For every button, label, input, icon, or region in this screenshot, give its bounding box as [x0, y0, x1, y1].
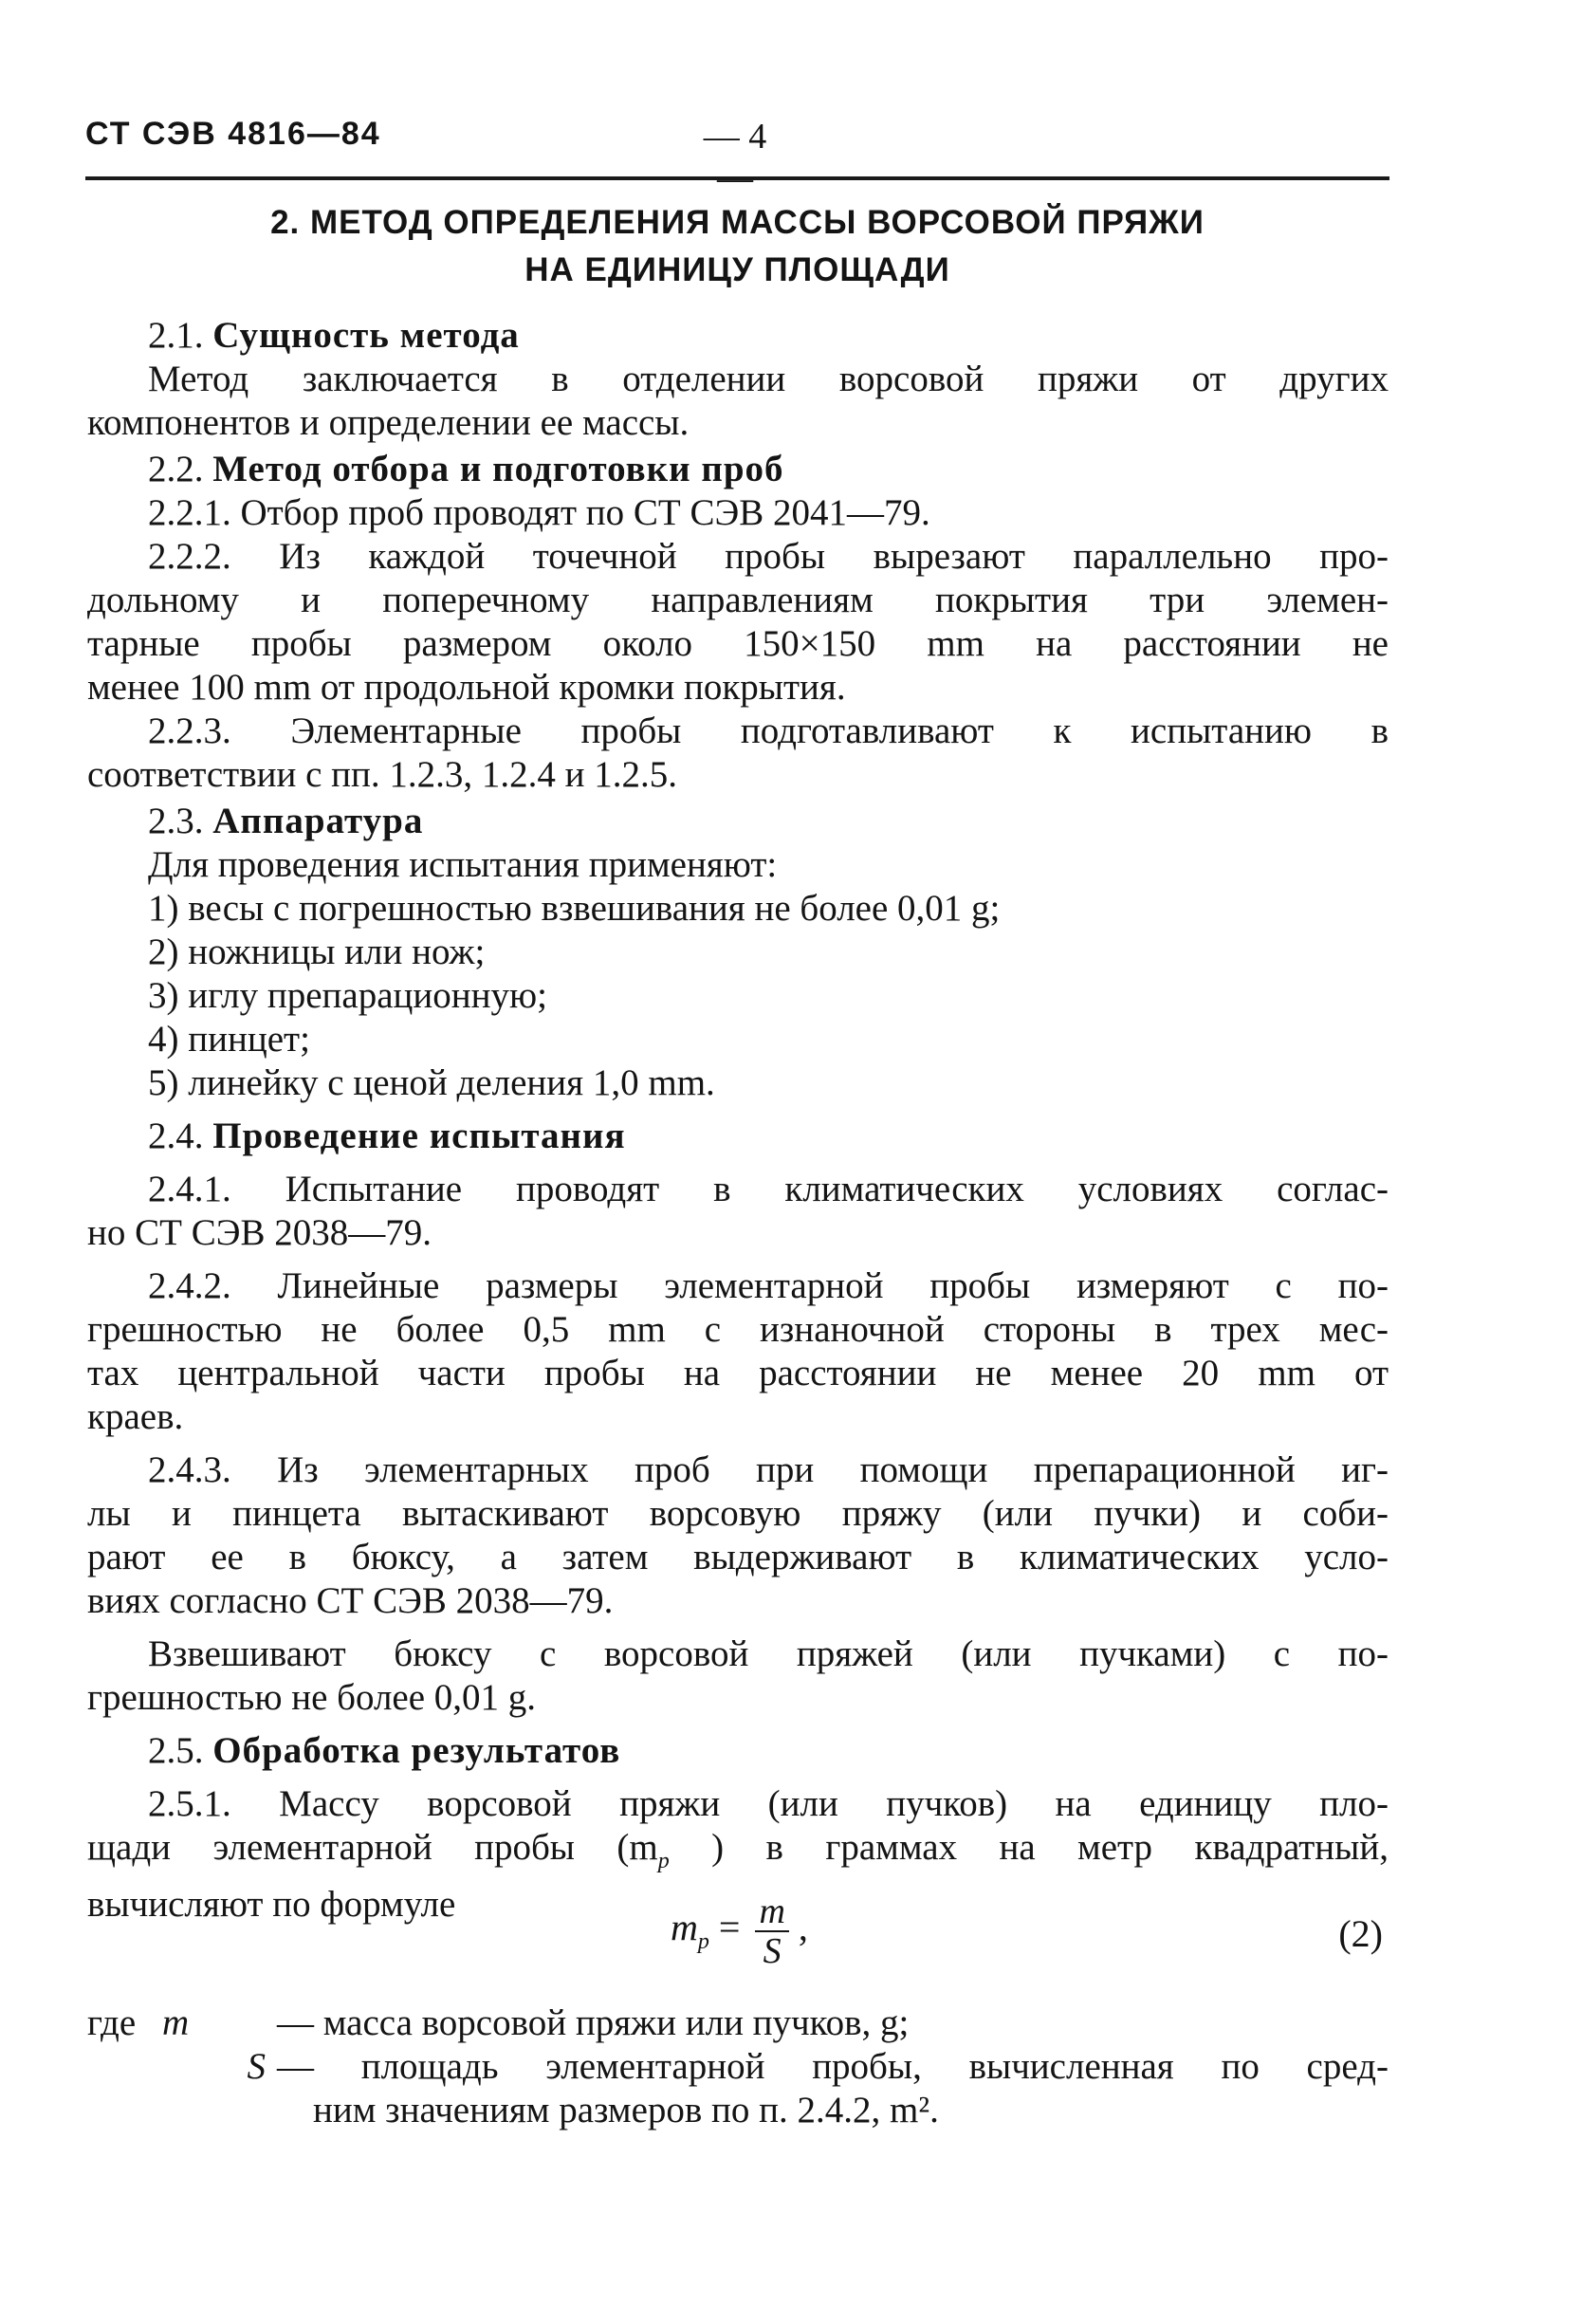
definition-line: ним значениям размеров по п. 2.4.2, m².	[313, 2090, 939, 2130]
document-body	[87, 311, 1389, 1927]
equation-number: (2)	[1338, 1912, 1383, 1955]
paragraph-line: 2.2.2. Из каждой точечной пробы вырезают параллельно про-	[148, 536, 1389, 577]
heading-2-1	[87, 314, 1389, 358]
paragraph-line: Взвешивают бюксу с ворсовой пряжей (или пучками) с по-	[148, 1633, 1389, 1674]
heading-2-3	[87, 800, 1389, 843]
heading-number: 2.4.	[148, 1116, 204, 1156]
heading-text: Обработка результатов	[212, 1730, 621, 1771]
section-title-line-2: НА ЕДИНИЦУ ПЛОЩАДИ	[524, 251, 950, 288]
formula-lhs: m	[671, 1906, 698, 1949]
heading-text: Аппаратура	[212, 801, 424, 841]
inline-subscript: p	[657, 1848, 670, 1873]
formula-lhs-subscript: p	[697, 1929, 709, 1955]
heading-number: 2.3.	[148, 801, 204, 841]
paragraph-line: краев.	[87, 1396, 184, 1437]
inline-text: ) в граммах на метр квадратный,	[711, 1827, 1389, 1868]
heading-2-4	[87, 1115, 1389, 1158]
section-title-line-1: 2. МЕТОД ОПРЕДЕЛЕНИЯ МАССЫ ВОРСОВОЙ ПРЯЖИ	[270, 204, 1205, 241]
definition-lead	[87, 2045, 277, 2132]
definition-line: — площадь элементарной пробы, вычисленная по сред-	[277, 2046, 1389, 2087]
paragraph-line: но СТ СЭВ 2038—79.	[87, 1212, 432, 1253]
header-rule	[85, 176, 1389, 180]
paragraph-2-2-1: 2.2.1. Отбор проб проводят по СТ СЭВ 2041—79.	[148, 492, 930, 533]
formula	[671, 1892, 808, 1970]
paragraph-line: 2.5.1. Массу ворсовой пряжи (или пучков) на единицу пло-	[148, 1783, 1389, 1824]
heading-number: 2.2.	[148, 449, 204, 489]
page-number: — 4 —	[703, 117, 767, 198]
paragraph-line: тах центральной части пробы на расстоянии не менее 20 mm от	[87, 1353, 1389, 1393]
paragraph-line	[87, 1826, 1389, 1883]
paragraph-line: тарные пробы размером около 150×150 mm на расстоянии не	[87, 623, 1389, 664]
paragraph-line: соответствии с пп. 1.2.3, 1.2.4 и 1.2.5.	[87, 754, 678, 795]
formula-denominator: S	[755, 1930, 788, 1970]
variable-definitions	[87, 2001, 1389, 2132]
paragraph-line: вычисляют по формуле	[87, 1883, 456, 1925]
standard-code: СТ СЭВ 4816—84	[85, 116, 381, 152]
paragraph-line: компонентов и определении ее массы.	[87, 402, 690, 443]
definition-text	[277, 2045, 1389, 2132]
symbol-s: S	[247, 2046, 266, 2087]
definition-lead	[87, 2001, 277, 2045]
formula-block	[87, 1883, 1389, 1971]
section-title	[85, 199, 1389, 294]
heading-text: Сущность метода	[212, 315, 520, 356]
heading-text: Проведение испытания	[212, 1116, 626, 1156]
paragraph-line: 2.4.2. Линейные размеры элементарной пробы измеряют с по-	[148, 1265, 1389, 1306]
heading-number: 2.1.	[148, 315, 204, 356]
paragraph-line: менее 100 mm от продольной кромки покрытия.	[87, 667, 846, 708]
paragraph-line: грешностью не более 0,01 g.	[87, 1677, 537, 1718]
paragraph-line: 2.4.1. Испытание проводят в климатических условиях соглас-	[148, 1169, 1389, 1209]
paragraph-line: виях согласно СТ СЭВ 2038—79.	[87, 1580, 614, 1621]
list-item: 4) пинцет;	[148, 1019, 310, 1060]
definition-text: — масса ворсовой пряжи или пучков, g;	[277, 2002, 910, 2043]
paragraph-line: 2.2.3. Элементарные пробы подготавливают к испытанию в	[148, 710, 1389, 751]
definition-s	[87, 2045, 1389, 2132]
symbol-m: m	[161, 2002, 190, 2043]
list-item: 1) весы с погрешностью взвешивания не более 0,01 g;	[148, 888, 1001, 929]
paragraph-line: лы и пинцета вытаскивают ворсовую пряжу (или пучки) и соби-	[87, 1493, 1389, 1534]
formula-numerator: m	[759, 1891, 785, 1931]
list-item: 2) ножницы или нож;	[148, 931, 486, 972]
paragraph-line: Метод заключается в отделении ворсовой пряжи от других	[148, 359, 1389, 399]
formula-equals: =	[718, 1906, 741, 1949]
heading-number: 2.5.	[148, 1730, 204, 1771]
formula-fraction	[755, 1892, 788, 1970]
paragraph-line: рают ее в бюксу, а затем выдерживают в климатических усло-	[87, 1537, 1389, 1577]
paragraph-line: дольному и поперечному направлениям покрытия три элемен-	[87, 580, 1389, 620]
list-item: 3) иглу препарационную;	[148, 975, 547, 1016]
list-item: 5) линейку с ценой деления 1,0 mm.	[148, 1062, 715, 1103]
where-word: где	[87, 2002, 137, 2043]
paragraph-line: 2.4.3. Из элементарных проб при помощи препарационной иг-	[148, 1449, 1389, 1490]
list-intro: Для проведения испытания применяют:	[148, 844, 778, 885]
heading-text: Метод отбора и подготовки проб	[212, 449, 784, 489]
heading-2-2	[87, 448, 1389, 491]
heading-2-5	[87, 1729, 1389, 1773]
inline-text: щади элементарной пробы (m	[87, 1827, 658, 1868]
definition-m	[87, 2001, 1389, 2045]
formula-comma: ,	[798, 1906, 808, 1949]
paragraph-line: грешностью не более 0,5 mm с изнаночной стороны в трех мес-	[87, 1309, 1389, 1350]
